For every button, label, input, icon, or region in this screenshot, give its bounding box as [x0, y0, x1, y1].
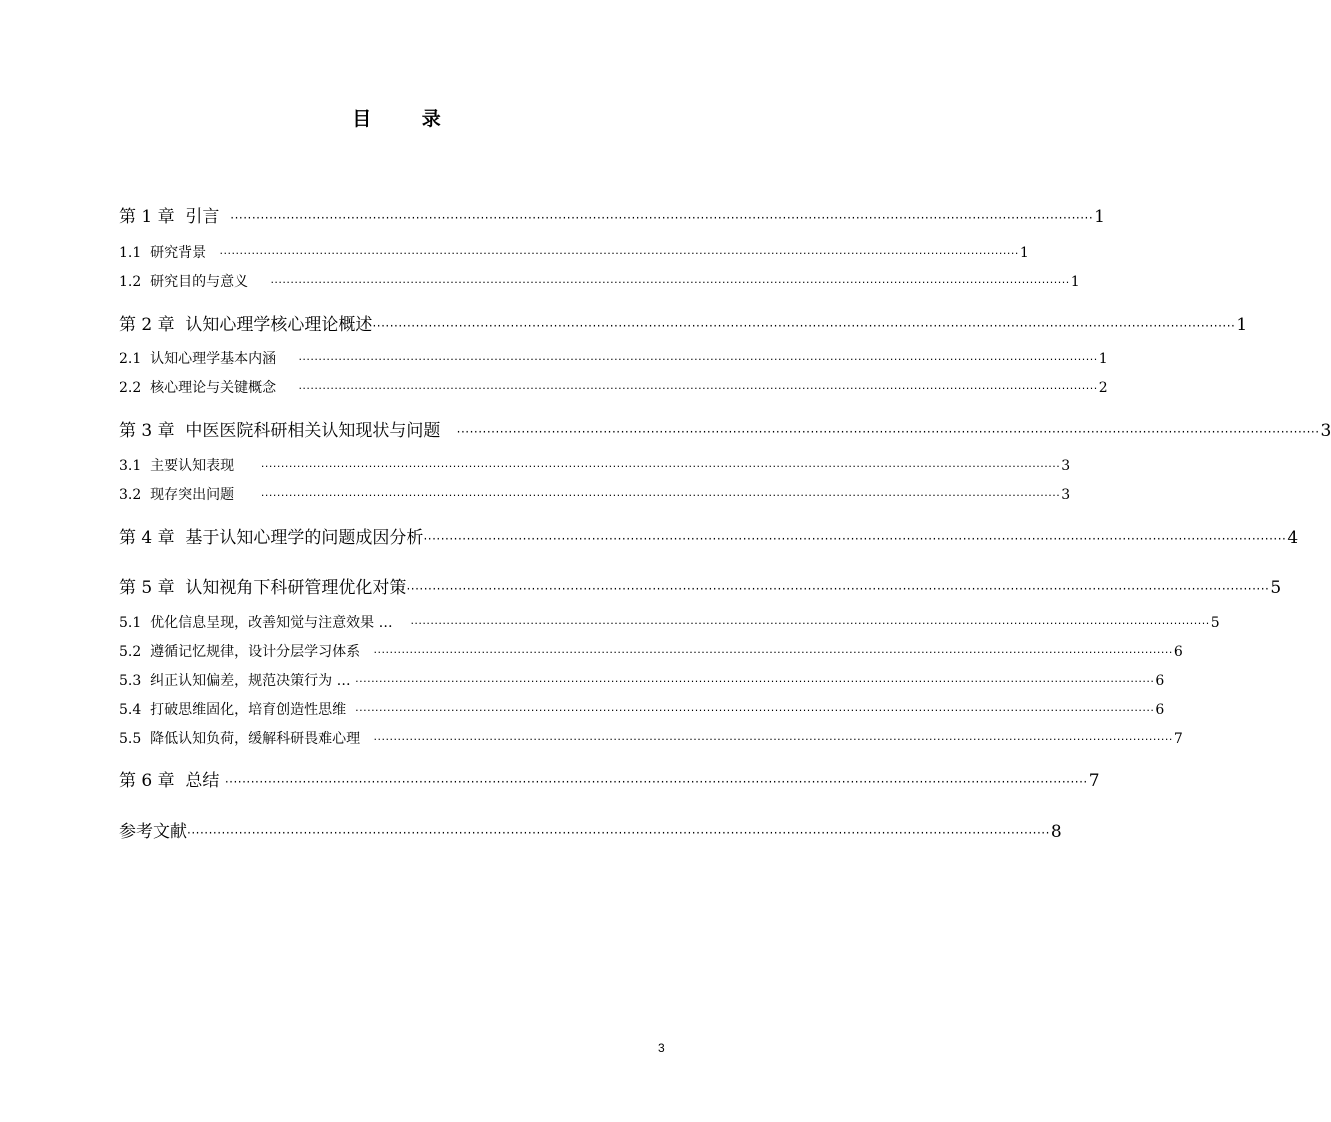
toc-title: 目 录 [352, 108, 463, 130]
toc-entry [119, 242, 1029, 262]
toc-entry [119, 817, 1062, 842]
dot-leader: ········································································································································································································ [456, 425, 1320, 439]
toc-entry [119, 348, 1108, 368]
toc-entry-gap [206, 245, 219, 261]
toc-entry-label: 3.1 主要认知表现 [119, 458, 235, 474]
dot-leader: ········································································································································································································ [355, 675, 1155, 688]
toc-entry [119, 202, 1105, 227]
toc-entry-page: 7 [1173, 731, 1183, 747]
dot-leader: ········································································································································································································ [187, 826, 1050, 840]
dot-leader: ········································································································································································································ [224, 775, 1088, 789]
toc-entry-page: 3 [1061, 458, 1071, 474]
toc-entry-gap [440, 421, 456, 441]
dot-leader: ········································································································································································································ [230, 211, 1094, 225]
toc-entry [119, 766, 1100, 791]
toc-entry [119, 271, 1080, 291]
toc-entry-page: 7 [1088, 771, 1100, 791]
toc-entry-page: 3 [1320, 421, 1331, 441]
toc-entry-gap [219, 207, 230, 227]
toc-entry [119, 728, 1183, 748]
toc-entry-gap [234, 458, 261, 474]
toc-entry-label: 5.3 纠正认知偏差，规范决策行为 … [119, 673, 351, 689]
dot-leader: ········································································································································································································ [410, 617, 1210, 630]
toc-entry [119, 612, 1220, 632]
toc-entry [119, 699, 1165, 719]
toc-entry-label: 5.4 打破思维固化，培育创造性思维 [119, 702, 347, 718]
dot-leader: ········································································································································································································ [423, 532, 1287, 546]
toc-entry [119, 573, 1282, 598]
toc-entry-label: 第 5 章 认知视角下科研管理优化对策 [119, 578, 407, 598]
toc-entry-label: 2.1 认知心理学基本内涵 [119, 351, 277, 367]
toc-entry-gap [248, 274, 270, 290]
toc-entry-page: 3 [1061, 487, 1071, 503]
toc-entry [119, 416, 1331, 441]
toc-entry-page: 5 [1270, 578, 1282, 598]
toc-entry [119, 641, 1183, 661]
toc-entry-label: 1.2 研究目的与意义 [119, 274, 249, 290]
toc-entry-label: 第 4 章 基于认知心理学的问题成因分析 [119, 528, 424, 548]
toc-entry-label: 第 2 章 认知心理学核心理论概述 [119, 315, 373, 335]
page-number: 3 [658, 1041, 665, 1055]
toc-entry-label: 2.2 核心理论与关键概念 [119, 380, 277, 396]
toc-entry-page: 2 [1098, 380, 1108, 396]
toc-entry-page: 8 [1050, 822, 1062, 842]
dot-leader: ········································································································································································································ [406, 582, 1270, 596]
toc-entry-label: 1.1 研究背景 [119, 245, 207, 261]
toc-entry-page: 1 [1236, 315, 1248, 335]
toc-entry-gap [276, 380, 298, 396]
dot-leader: ········································································································································································································ [298, 353, 1098, 366]
dot-leader: ········································································································································································································ [260, 489, 1061, 502]
toc-entry-label: 第 3 章 中医医院科研相关认知现状与问题 [119, 421, 441, 441]
dot-leader: ········································································································································································································ [298, 382, 1098, 395]
toc-entry [119, 310, 1248, 335]
toc-entry [119, 670, 1165, 690]
dot-leader: ········································································································································································································ [372, 319, 1236, 333]
toc-entry-page: 4 [1287, 528, 1299, 548]
toc-entry [119, 523, 1299, 548]
toc-entry [119, 484, 1071, 504]
toc-entry-page: 1 [1098, 351, 1108, 367]
toc-entry-gap [360, 731, 373, 747]
toc-entry-label: 第 1 章 引言 [119, 207, 220, 227]
toc-entry-label: 参考文献 [119, 822, 187, 842]
toc-entry [119, 377, 1108, 397]
toc-entry-label: 5.5 降低认知负荷，缓解科研畏难心理 [119, 731, 361, 747]
dot-leader: ········································································································································································································ [270, 276, 1070, 289]
dot-leader: ········································································································································································································ [219, 247, 1019, 260]
toc-entry-page: 5 [1210, 615, 1220, 631]
toc-entry-page: 1 [1094, 207, 1105, 227]
toc-entry-page: 1 [1019, 245, 1029, 261]
dot-leader: ········································································································································································································ [260, 460, 1061, 473]
toc-entry-label: 5.1 优化信息呈现，改善知觉与注意效果 … [119, 615, 393, 631]
toc-entry [119, 455, 1071, 475]
toc-entry-page: 1 [1070, 274, 1080, 290]
toc-entry-label: 3.2 现存突出问题 [119, 487, 235, 503]
toc-entry-gap [234, 487, 261, 503]
dot-leader: ········································································································································································································ [355, 704, 1155, 717]
toc-entry-label: 5.2 遵循记忆规律，设计分层学习体系 [119, 644, 361, 660]
toc-entry-gap [346, 702, 355, 718]
toc-entry-gap [393, 615, 411, 631]
toc-entry-page: 6 [1173, 644, 1183, 660]
dot-leader: ········································································································································································································ [373, 646, 1173, 659]
toc-entry-gap [360, 644, 373, 660]
dot-leader: ········································································································································································································ [373, 733, 1173, 746]
toc-entry-gap [276, 351, 298, 367]
toc-entry-page: 6 [1155, 702, 1165, 718]
toc-entry-page: 6 [1155, 673, 1165, 689]
toc-entry-label: 第 6 章 总结 [119, 771, 220, 791]
